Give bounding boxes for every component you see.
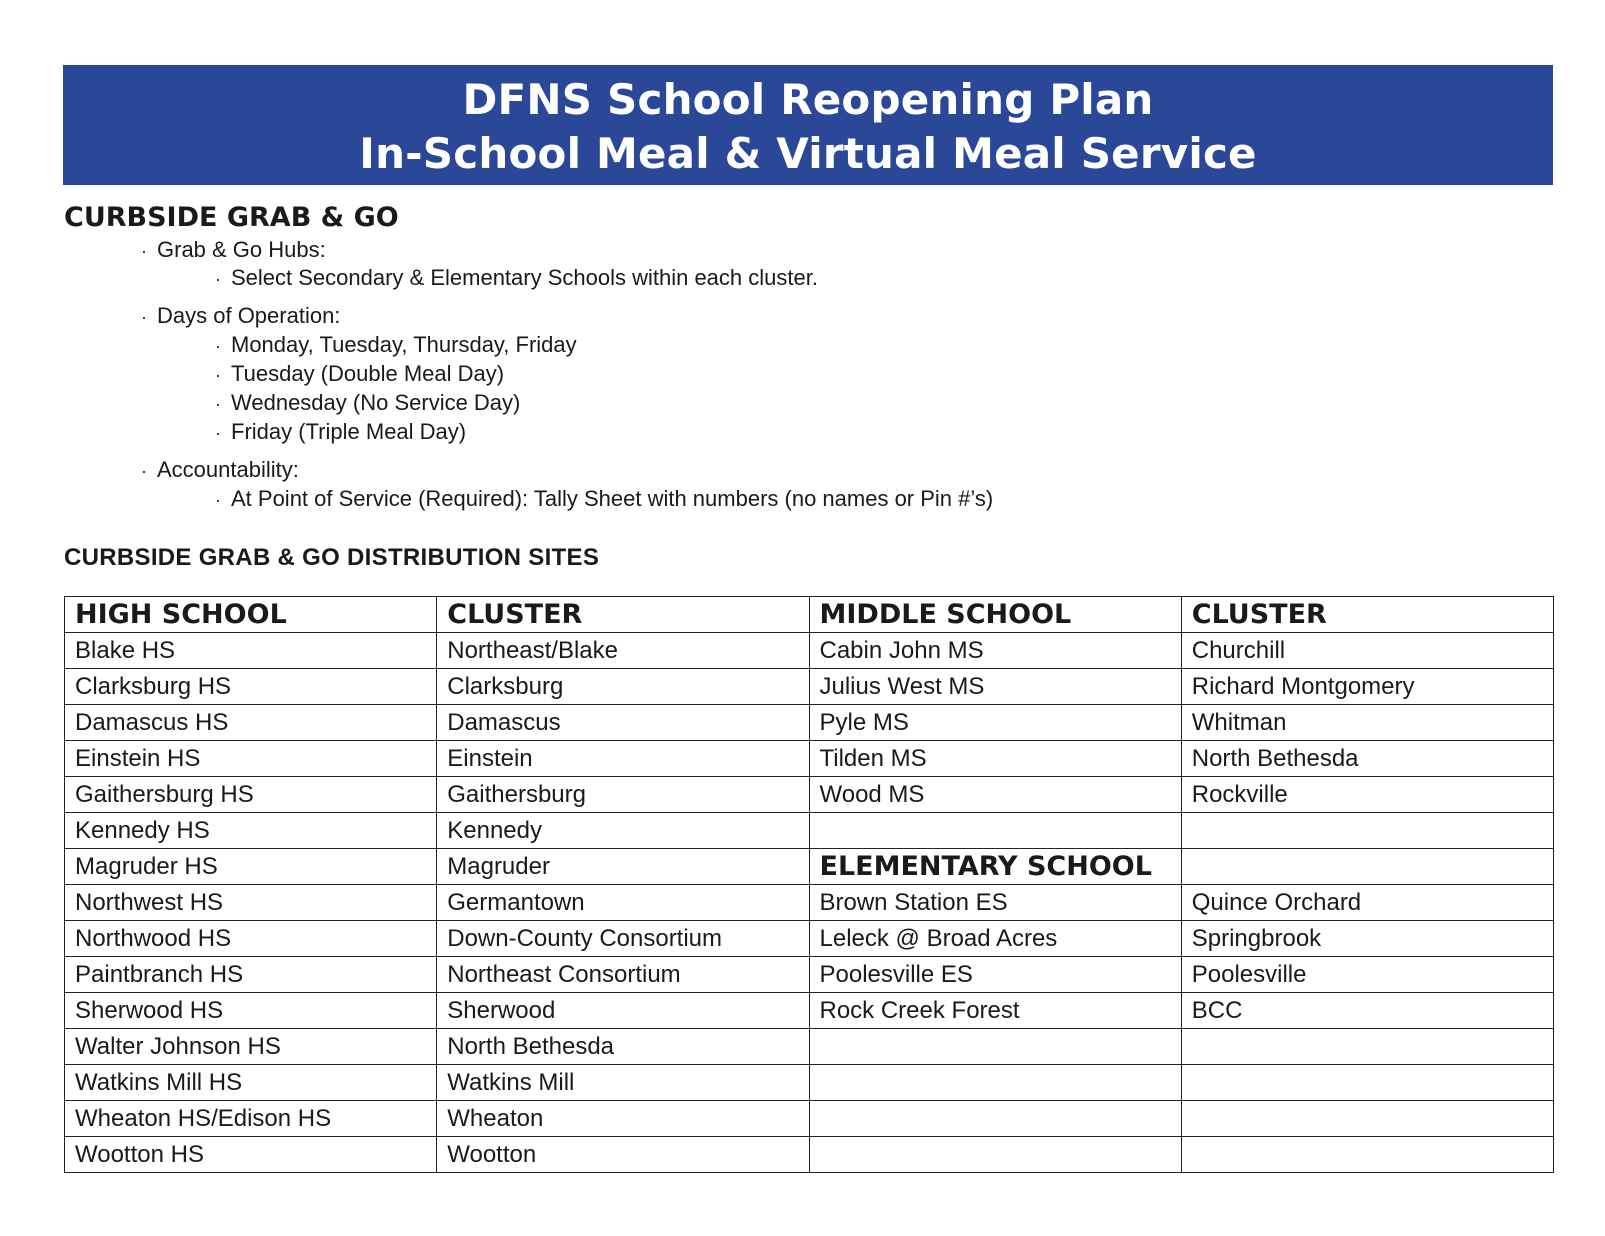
table-cell: North Bethesda <box>1181 741 1553 777</box>
table-row <box>65 885 1554 921</box>
header-high-school: HIGH SCHOOL <box>65 597 437 633</box>
table-cell: Wood MS <box>809 777 1181 813</box>
table-cell: Blake HS <box>65 633 437 669</box>
banner-title-line-1: DFNS School Reopening Plan <box>462 75 1154 124</box>
bullet-dot: · <box>141 307 147 327</box>
table-cell <box>1181 1137 1553 1173</box>
table-cell: Churchill <box>1181 633 1553 669</box>
table-cell: Einstein <box>437 741 809 777</box>
table-cell: Poolesville <box>1181 957 1553 993</box>
table-cell: Sherwood HS <box>65 993 437 1029</box>
sub-bullet-text: Monday, Tuesday, Thursday, Friday <box>231 332 577 357</box>
section-heading: CURBSIDE GRAB & GO <box>64 202 399 233</box>
table-row <box>65 1101 1554 1137</box>
table-cell: Richard Montgomery <box>1181 669 1553 705</box>
table-row <box>65 705 1554 741</box>
table-cell: Down-County Consortium <box>437 921 809 957</box>
sub-bullet-text: Select Secondary & Elementary Schools within each cluster. <box>231 265 818 290</box>
table-cell: Northwest HS <box>65 885 437 921</box>
table-cell: Kennedy HS <box>65 813 437 849</box>
sub-bullet-text: At Point of Service (Required): Tally Sheet with numbers (no names or Pin #’s) <box>231 486 994 511</box>
table-cell: Kennedy <box>437 813 809 849</box>
bullet-accountability <box>141 456 299 485</box>
sub-bullet <box>215 418 466 447</box>
table-cell: Poolesville ES <box>809 957 1181 993</box>
table-row <box>65 1029 1554 1065</box>
sub-bullet <box>215 360 504 389</box>
sub-bullet <box>215 264 818 293</box>
bullet-dot: · <box>141 241 147 261</box>
table-cell: Gaithersburg <box>437 777 809 813</box>
table-cell: Germantown <box>437 885 809 921</box>
table-cell <box>1181 813 1553 849</box>
table-cell: Cabin John MS <box>809 633 1181 669</box>
table-cell: Paintbranch HS <box>65 957 437 993</box>
bullet-label: Grab & Go Hubs: <box>157 237 326 262</box>
table-cell <box>809 1065 1181 1101</box>
table-cell: North Bethesda <box>437 1029 809 1065</box>
table-cell: Clarksburg <box>437 669 809 705</box>
table-cell: Springbrook <box>1181 921 1553 957</box>
table-cell: Brown Station ES <box>809 885 1181 921</box>
sub-bullet <box>215 485 993 514</box>
table-cell <box>1181 849 1553 885</box>
table-cell: Rockville <box>1181 777 1553 813</box>
bullet-dot: · <box>215 269 221 289</box>
sub-bullet <box>215 389 520 418</box>
title-banner <box>63 65 1553 185</box>
bullet-dot: · <box>141 461 147 481</box>
table-row <box>65 957 1554 993</box>
table-cell: Whitman <box>1181 705 1553 741</box>
table-row <box>65 993 1554 1029</box>
table-row <box>65 669 1554 705</box>
table-cell: Clarksburg HS <box>65 669 437 705</box>
sub-bullet-text: Wednesday (No Service Day) <box>231 390 521 415</box>
sub-bullet-text: Friday (Triple Meal Day) <box>231 419 467 444</box>
header-cluster: CLUSTER <box>437 597 809 633</box>
table-cell: Wheaton <box>437 1101 809 1137</box>
table-row <box>65 813 1554 849</box>
table-cell: Northeast Consortium <box>437 957 809 993</box>
table-cell: Tilden MS <box>809 741 1181 777</box>
distribution-sites-table <box>64 596 1554 1173</box>
table-cell <box>1181 1029 1553 1065</box>
table-cell: Einstein HS <box>65 741 437 777</box>
table-cell: Damascus HS <box>65 705 437 741</box>
table-cell: Watkins Mill HS <box>65 1065 437 1101</box>
table-cell: Magruder <box>437 849 809 885</box>
sub-bullet <box>215 331 577 360</box>
table-cell: Wheaton HS/Edison HS <box>65 1101 437 1137</box>
bullet-label: Accountability: <box>157 457 299 482</box>
table-row <box>65 921 1554 957</box>
table-cell: Sherwood <box>437 993 809 1029</box>
table-cell: Magruder HS <box>65 849 437 885</box>
banner-title-line-2: In-School Meal & Virtual Meal Service <box>359 129 1257 178</box>
table-cell <box>1181 1065 1553 1101</box>
table-row <box>65 1065 1554 1101</box>
table-cell: Leleck @ Broad Acres <box>809 921 1181 957</box>
table-row <box>65 741 1554 777</box>
table-cell: Walter Johnson HS <box>65 1029 437 1065</box>
table-header-row <box>65 597 1554 633</box>
table-cell: Northeast/Blake <box>437 633 809 669</box>
bullet-days <box>141 302 340 331</box>
bullet-hubs <box>141 236 326 265</box>
table-cell <box>809 1101 1181 1137</box>
header-middle-school: MIDDLE SCHOOL <box>809 597 1181 633</box>
table-cell: Wootton <box>437 1137 809 1173</box>
table-cell <box>809 1029 1181 1065</box>
bullet-label: Days of Operation: <box>157 303 341 328</box>
table-cell: Rock Creek Forest <box>809 993 1181 1029</box>
bullet-dot: · <box>215 365 221 385</box>
table-row <box>65 777 1554 813</box>
table-cell <box>1181 1101 1553 1137</box>
table-cell: Watkins Mill <box>437 1065 809 1101</box>
table-cell: Pyle MS <box>809 705 1181 741</box>
header-cluster: CLUSTER <box>1181 597 1553 633</box>
table-cell: Quince Orchard <box>1181 885 1553 921</box>
elementary-school-subheading: ELEMENTARY SCHOOL <box>809 849 1181 885</box>
table-cell: Gaithersburg HS <box>65 777 437 813</box>
table-row <box>65 633 1554 669</box>
bullet-dot: · <box>215 336 221 356</box>
table-cell: BCC <box>1181 993 1553 1029</box>
table-row <box>65 1137 1554 1173</box>
bullet-dot: · <box>215 394 221 414</box>
table-cell: Damascus <box>437 705 809 741</box>
table-cell <box>809 813 1181 849</box>
bullet-dot: · <box>215 490 221 510</box>
table-cell: Julius West MS <box>809 669 1181 705</box>
table-row <box>65 849 1554 885</box>
sub-bullet-text: Tuesday (Double Meal Day) <box>231 361 505 386</box>
sites-heading: CURBSIDE GRAB & GO DISTRIBUTION SITES <box>64 544 600 571</box>
bullet-dot: · <box>215 423 221 443</box>
table-cell: Northwood HS <box>65 921 437 957</box>
table-cell: Wootton HS <box>65 1137 437 1173</box>
table-cell <box>809 1137 1181 1173</box>
